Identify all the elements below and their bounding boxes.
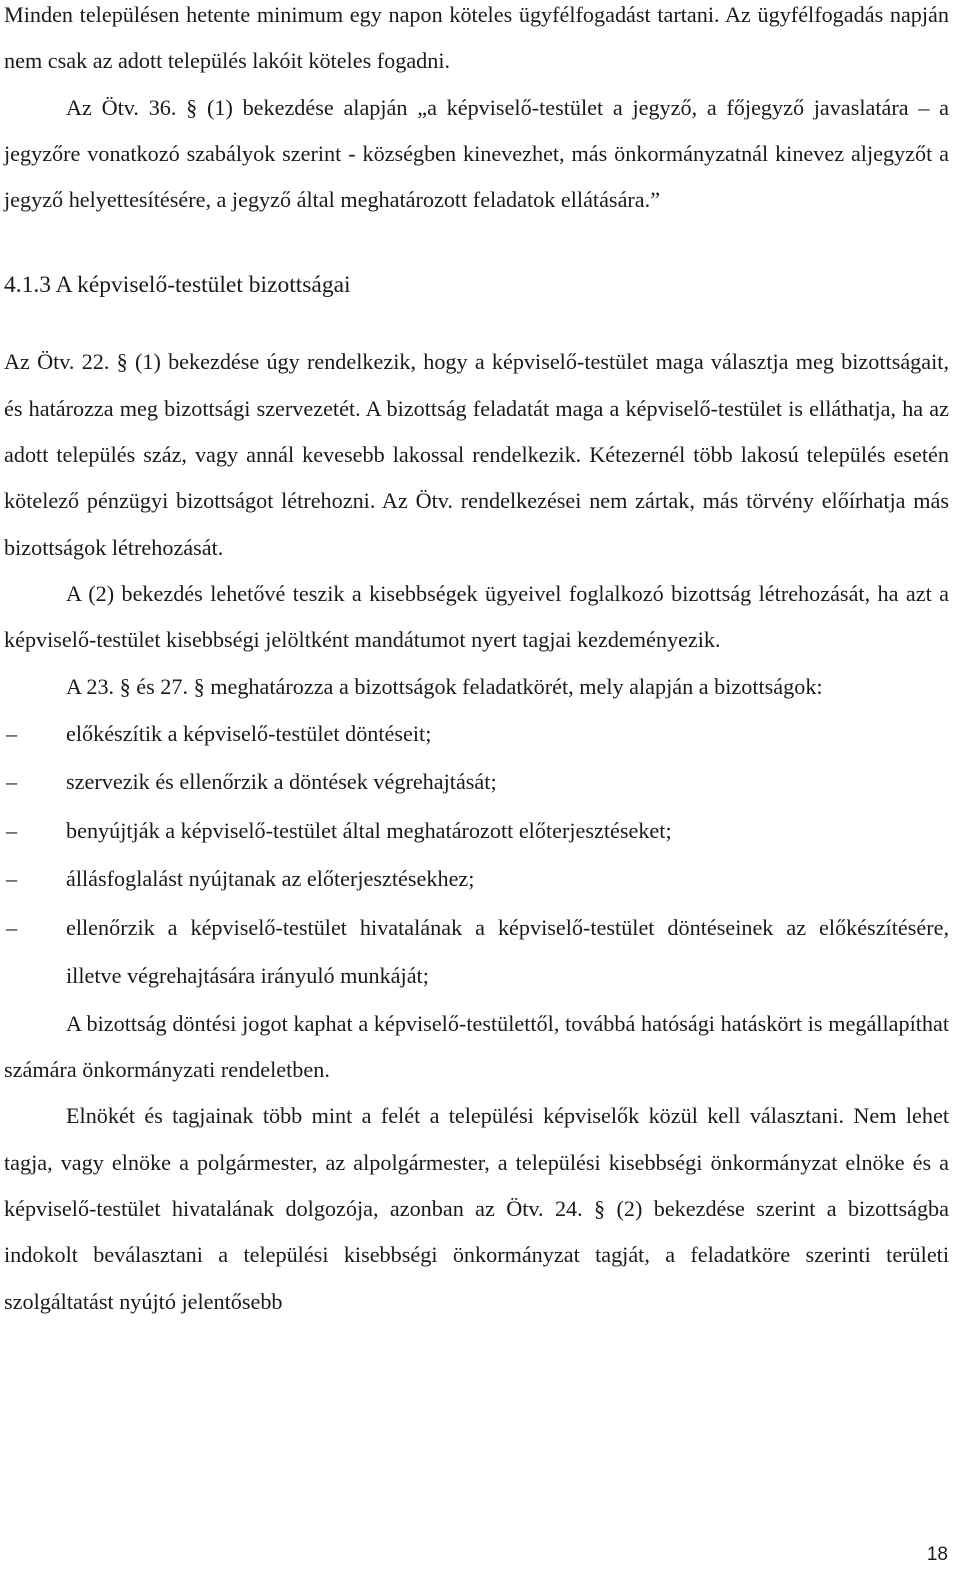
paragraph-minority-committee: A (2) bekezdés lehetővé teszik a kisebbségek ügyeivel foglalkozó bizottság létrehozását, ha azt a képviselő-testület kisebbségi jelöltként mandátumot nyert tagjai kezdeményezik.	[4, 580, 949, 653]
list-item: – benyújtják a képviselő-testület által meghatározott előterjesztéseket;	[4, 807, 949, 856]
dash-bullet-icon: –	[6, 817, 18, 843]
list-item: – előkészítik a képviselő-testület döntéseit;	[4, 710, 949, 759]
paragraph-chair-members: Elnökét és tagjainak több mint a felét a települési képviselők közül kell választani. Nem lehet tagja, vagy elnöke a polgármester, az alpolgármester, a települési kisebbségi önkormányzat elnöke és a képviselő-testület hivatalának dolgozója, azonban az Ötv. 24. § (2) bekezdése szerint a bizottságba indokolt beválasztani a települési kisebbségi önkormányzat tagját, a feladatköre szerinti területi szolgáltatást nyújtó jelentősebb	[4, 1103, 949, 1314]
section-heading: 4.1.3 A képviselő-testület bizottságai	[4, 272, 351, 299]
dash-bullet-icon: –	[6, 866, 18, 892]
paragraph-committees-election: Az Ötv. 22. § (1) bekezdése úgy rendelkezik, hogy a képviselő-testület maga választja meg bizottságait, és határozza meg bizottsági szervezetét. A bizottság feladatát maga a képviselő-testület is elláthatja, ha az adott település száz, vagy annál kevesebb lakossal rendelkezik. Kétezernél több lakosú település esetén kötelező pénzügyi bizottságot létrehozni. Az Ötv. rendelkezései nem zártak, más törvény előírhatja más bizottságok létrehozását.	[4, 349, 949, 560]
list-item: – szervezik és ellenőrzik a döntések végrehajtását;	[4, 758, 949, 807]
list-item: – állásfoglalást nyújtanak az előterjesztésekhez;	[4, 855, 949, 904]
committee-tasks-list	[4, 710, 949, 1001]
paragraph-decision-rights: A bizottság döntési jogot kaphat a képviselő-testülettől, továbbá hatósági hatáskört is megállapíthat számára önkormányzati rendeletben.	[4, 1010, 949, 1083]
paragraph-committee-tasks-intro: A 23. § és 27. § meghatározza a bizottságok feladatkörét, mely alapján a bizottságok:	[66, 673, 823, 699]
dash-bullet-icon: –	[6, 720, 18, 746]
paragraph-deputy-notary: Az Ötv. 36. § (1) bekezdése alapján „a képviselő-testület a jegyző, a főjegyző javaslatára – a jegyzőre vonatkozó szabályok szerint - községben kinevezhet, más önkormányzatnál kinevez aljegyzőt a jegyző helyettesítésére, a jegyző által meghatározott feladatok ellátására.”	[4, 94, 949, 213]
dash-bullet-icon: –	[6, 914, 18, 940]
list-item: – ellenőrzik a képviselő-testület hivatalának a képviselő-testület döntéseinek az előkészítésére, illetve végrehajtására irányuló munkáját;	[4, 904, 949, 1001]
page-number: 18	[926, 1544, 948, 1565]
dash-bullet-icon: –	[6, 769, 18, 795]
paragraph-client-reception: Minden településen hetente minimum egy napon köteles ügyfélfogadást tartani. Az ügyfélfogadás napján nem csak az adott település lakóit köteles fogadni.	[4, 2, 949, 74]
document-page	[4, 0, 949, 1325]
